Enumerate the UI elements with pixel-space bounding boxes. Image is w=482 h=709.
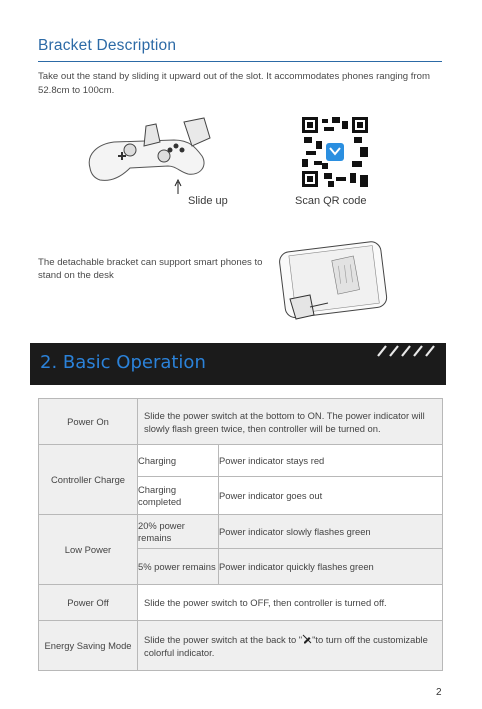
charge-state: Charging completed (138, 477, 219, 515)
table-row (39, 621, 443, 671)
power-off-label: Power Off (39, 585, 138, 621)
table-row (39, 515, 443, 549)
decorative-slashes-icon (374, 344, 438, 358)
section-title: 2. Basic Operation (40, 352, 206, 373)
phone-stand-illustration (270, 237, 390, 321)
detachable-bracket-text: The detachable bracket can support smart phones to stand on the desk (38, 257, 263, 281)
table-row (39, 585, 443, 621)
controller-illustration (84, 116, 224, 202)
charge-state: Charging (138, 445, 219, 477)
power-result: Power indicator quickly flashes green (219, 549, 443, 585)
energy-saving-label: Energy Saving Mode (39, 621, 138, 671)
page-number: 2 (436, 687, 442, 698)
charge-result: Power indicator goes out (219, 477, 443, 515)
power-state: 5% power remains (138, 549, 219, 585)
power-result: Power indicator slowly flashes green (219, 515, 443, 549)
energy-text-after: "to turn off the customizable colorful indicator. (144, 633, 428, 658)
power-on-label: Power On (39, 399, 138, 445)
heading-divider (38, 61, 442, 62)
table-row (39, 399, 443, 445)
operation-table (38, 398, 443, 671)
section-heading: Bracket Description (38, 37, 177, 54)
power-off-text: Slide the power switch to OFF, then controller is turned off. (138, 585, 443, 621)
qr-label: Scan QR code (295, 195, 367, 207)
energy-saving-text (138, 621, 443, 671)
indicator-off-icon (302, 634, 312, 644)
energy-text-before: Slide the power switch at the back to " (144, 633, 303, 645)
power-on-text: Slide the power switch at the bottom to ON. The power indicator will slowly flash green twice, then controller will be turned on. (138, 399, 443, 445)
table-row (39, 445, 443, 477)
controller-charge-label: Controller Charge (39, 445, 138, 515)
qr-code-image (302, 117, 368, 187)
intro-paragraph: Take out the stand by sliding it upward out of the slot. It accommodates phones ranging from 52.8cm to 100cm. (38, 71, 430, 96)
charge-result: Power indicator stays red (219, 445, 443, 477)
low-power-label: Low Power (39, 515, 138, 585)
slide-up-label: Slide up (188, 195, 228, 207)
power-state: 20% power remains (138, 515, 219, 549)
